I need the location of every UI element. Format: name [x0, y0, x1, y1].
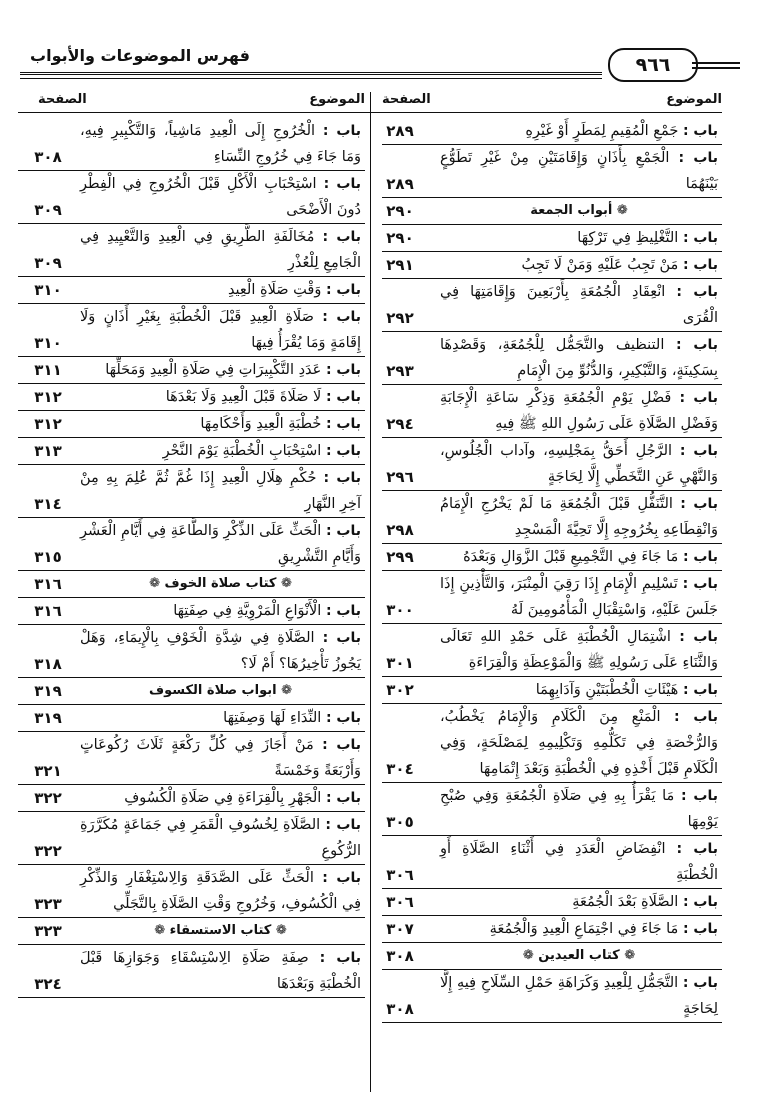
topic-header-left: الموضوع — [309, 92, 365, 107]
entry-text — [80, 465, 365, 517]
entry-text — [80, 357, 365, 383]
index-entry — [18, 812, 365, 865]
index-entry — [382, 704, 722, 783]
index-entry — [382, 385, 722, 438]
bab-prefix: باب : — [682, 682, 718, 698]
entry-topic: اسْتِحْبَابِ الْأَكْلِ قَبْلَ الْخُرُوجِ فِي الْفِطْرِ دُونَ الْأَضْحَى — [80, 176, 361, 218]
entry-text — [80, 438, 365, 464]
bab-prefix: باب : — [322, 123, 362, 139]
entry-page-number: ٣١٢ — [34, 388, 62, 406]
bab-prefix: باب : — [676, 841, 718, 857]
entry-topic: الْجَمْعِ بِأَذَانٍ وَإِقَامَتَيْنِ مِنْ غَيْرِ تَطَوُّعٍ بَيْنَهُمَا — [440, 150, 718, 192]
entry-topic: الْأَنْوَاعِ الْمَرْوِيَّةِ فِي صِفَتِهَا — [173, 603, 322, 619]
entry-text — [80, 865, 365, 917]
bab-prefix: باب : — [675, 337, 718, 353]
bab-prefix: باب : — [322, 630, 361, 646]
entry-topic: الرَّجُلِ أَحَقُّ بِمَجْلِسِهِ، وآداب الْجُلُوسِ، وَالنَّهْيِ عَنِ التَّخَطِّي إِلَّا لِحَاجَةٍ — [440, 443, 718, 485]
entry-page-number: ٣٢٢ — [34, 789, 62, 807]
entry-text — [80, 118, 365, 170]
entry-page-number: ٣١١ — [34, 361, 62, 379]
entry-text — [80, 812, 365, 864]
index-entry — [18, 705, 365, 732]
entry-text — [80, 224, 365, 276]
index-entry — [18, 357, 365, 384]
bab-prefix: باب : — [682, 894, 718, 910]
entry-page-number: ٣٠٦ — [386, 893, 414, 911]
bab-prefix: باب : — [325, 523, 362, 539]
entry-page-number: ٢٩٨ — [386, 521, 414, 539]
entry-page-number: ٣٠٥ — [386, 813, 414, 831]
entry-text — [440, 118, 722, 144]
entry-page-number: ٣٢٢ — [34, 842, 62, 860]
entry-text — [440, 438, 722, 490]
entry-topic: مَا يَقْرَأُ بِهِ فِي صَلَاةِ الْجُمُعَةِ وَفِي صُبْحِ يَوْمِهَا — [440, 788, 718, 830]
entry-text — [440, 544, 722, 570]
section-title: ❁ كتاب الاستسقاء ❁ — [154, 923, 287, 938]
entry-topic: اشْتِمَالِ الْخُطْبَةِ عَلَى حَمْدِ اللهِ تَعَالَى وَالثَّنَاءِ عَلَى رَسُولِهِ ﷺ وَالْمَوْعِظَةِ وَالْقِرَاءَةِ — [440, 629, 718, 671]
bab-prefix: باب : — [680, 496, 718, 512]
entry-text — [80, 411, 365, 437]
entry-text — [440, 385, 722, 437]
entry-page-number: ٢٩٤ — [386, 415, 414, 433]
entry-topic: الْحَثِّ عَلَى الذِّكْرِ وَالطَّاعَةِ فِي أَيَّامِ الْعَشْرِ وَأَيَّامِ التَّشْرِيقِ — [80, 523, 361, 565]
bab-prefix: باب : — [322, 309, 362, 325]
entry-page-number: ٣١٥ — [34, 548, 62, 566]
entry-topic: الْجَهْرِ بِالْقِرَاءَةِ فِي صَلَاةِ الْكُسُوفِ — [124, 790, 322, 806]
index-entry — [382, 836, 722, 889]
entry-text — [80, 705, 365, 731]
right-column-header — [382, 92, 722, 112]
page-header-right: الصفحة — [382, 92, 431, 107]
bab-prefix: باب : — [682, 257, 718, 273]
entry-page-number: ٣١٦ — [34, 602, 62, 620]
bab-prefix: باب : — [325, 817, 362, 833]
entry-page-number: ٣٠٩ — [34, 254, 62, 272]
index-entry — [382, 332, 722, 385]
entry-text — [440, 252, 722, 278]
entry-text — [440, 836, 722, 888]
index-entry — [18, 384, 365, 411]
entry-page-number: ٣٠٤ — [386, 760, 414, 778]
entry-topic: فَضْلِ يَوْمِ الْجُمُعَةِ وَذِكْرِ سَاعَةِ الْإِجَابَةِ وَفَضْلِ الصَّلَاةِ عَلَى رَسُولِ اللهِ ﷺ فِيهِ — [440, 390, 718, 432]
section-title: ❁ ابواب صلاة الكسوف — [149, 683, 292, 698]
entry-page-number: ٢٩٢ — [386, 309, 414, 327]
entry-text — [440, 916, 722, 942]
entry-topic: حُكْمِ هِلَالِ الْعِيدِ إِذَا غُمَّ ثُمَّ عُلِمَ بِهِ مِنْ آخِرِ النَّهَارِ — [80, 470, 361, 512]
entry-topic: مُخَالَفَةِ الطَّرِيقِ فِي الْعِيدِ وَالتَّعْيِيدِ فِي الْجَامِعِ لِلْعُذْرِ — [80, 229, 361, 271]
entry-topic: صَلَاةِ الْعِيدِ قَبْلَ الْخُطْبَةِ بِغَيْرِ أَذَانٍ وَلَا إِقَامَةٍ وَمَا يُقْرَأُ فِيهَا — [80, 309, 361, 351]
entry-topic: التَّجَمُّلِ لِلْعِيدِ وَكَرَاهَةِ حَمْلِ السِّلَاحِ فِيهِ إِلَّا لِحَاجَةٍ — [440, 975, 718, 1017]
entry-page-number: ٣٢١ — [34, 762, 62, 780]
index-entry — [382, 145, 722, 198]
bab-prefix: باب : — [678, 150, 719, 166]
entry-page-number: ٣٠٨ — [386, 1000, 414, 1018]
entry-page-number: ٢٩١ — [386, 256, 414, 274]
entry-topic: الْخُرُوجِ إِلَى الْعِيدِ مَاشِياً، وَالتَّكْبِيرِ فِيهِ، وَمَا جَاءَ فِي خُرُوجِ النِّسَاءِ — [80, 123, 361, 165]
entry-topic: خُطْبَةِ الْعِيدِ وَأَحْكَامِهَا — [200, 416, 322, 432]
index-entry — [382, 624, 722, 677]
bab-prefix: باب : — [679, 629, 718, 645]
entry-page-number: ٣٠١ — [386, 654, 414, 672]
entry-page-number: ٢٩٠ — [386, 202, 414, 220]
index-entry — [382, 889, 722, 916]
running-title: فهرس الموضوعات والأبواب — [30, 46, 250, 65]
section-heading — [382, 198, 722, 225]
entry-topic: مَنْ أَجَازَ فِي كُلِّ رَكْعَةٍ ثَلَاثَ رُكُوعَاتٍ وَأَرْبَعَةً وَخَمْسَةً — [80, 737, 361, 779]
bab-prefix: باب : — [682, 921, 718, 937]
index-entry — [382, 438, 722, 491]
bab-prefix: باب : — [682, 230, 718, 246]
index-entry — [18, 411, 365, 438]
bab-prefix: باب : — [325, 282, 361, 298]
bab-prefix: باب : — [325, 362, 361, 378]
index-entry — [382, 783, 722, 836]
index-entry — [382, 279, 722, 332]
bab-prefix: باب : — [325, 603, 361, 619]
entry-page-number: ٣٢٣ — [34, 895, 62, 913]
entry-text — [80, 304, 365, 356]
index-entry — [18, 785, 365, 812]
entry-text — [440, 332, 722, 384]
entry-page-number: ٣٢٣ — [34, 922, 62, 940]
left-column-header — [18, 92, 365, 112]
bab-prefix: باب : — [682, 549, 718, 565]
index-entry — [18, 465, 365, 518]
entry-page-number: ٢٨٩ — [386, 122, 414, 140]
entry-page-number: ٢٨٩ — [386, 175, 414, 193]
right-column — [382, 118, 722, 1023]
bab-prefix: باب : — [679, 390, 719, 406]
index-entry — [18, 518, 365, 571]
entry-page-number: ٣٠٨ — [386, 947, 414, 965]
entry-topic: انْفِضَاضِ الْعَدَدِ فِي أَثْنَاءِ الصَّلَاةِ أَوِ الْخُطْبَةِ — [440, 841, 718, 883]
entry-page-number: ٣١٩ — [34, 709, 62, 727]
index-entry — [18, 171, 365, 224]
section-title: ❁ أبواب الجمعة — [530, 203, 628, 218]
entry-text — [80, 277, 365, 303]
entry-text — [440, 783, 722, 835]
entry-topic: جَمْعِ الْمُقِيمِ لِمَطَرٍ أَوْ غَيْرِهِ — [525, 123, 679, 139]
bab-prefix: باب : — [674, 709, 719, 725]
bab-prefix: باب : — [682, 123, 718, 139]
entry-topic: هَيْئَاتِ الْخُطْبَتَيْنِ وَآدَابِهِمَا — [535, 682, 679, 698]
entry-text — [440, 145, 722, 197]
entry-text — [440, 677, 722, 703]
bab-prefix: باب : — [323, 470, 362, 486]
left-column — [18, 118, 365, 998]
entry-page-number: ٣١٠ — [34, 334, 62, 352]
entry-topic: الصَّلَاةِ لِخُسُوفِ الْقَمَرِ فِي جَمَاعَةٍ مُكَرَّرَةِ الرُّكُوعِ — [80, 817, 361, 859]
section-title: ❁ كتاب العيدين ❁ — [522, 948, 636, 963]
entry-topic: الصَّلَاةِ فِي شِدَّةِ الْخَوْفِ بِالْإِيمَاءِ، وَهَلْ يَجُوزُ تَأْخِيرُهَا؟ أَمْ لَا؟ — [80, 630, 361, 672]
entry-text — [440, 225, 722, 251]
entry-text — [80, 598, 365, 624]
page-header — [20, 42, 740, 82]
entry-page-number: ٣١٩ — [34, 682, 62, 700]
bab-prefix: باب : — [325, 443, 361, 459]
entry-topic: عَدَدِ التَّكْبِيرَاتِ فِي صَلَاةِ الْعِيدِ وَمَحَلِّهَا — [105, 362, 322, 378]
entry-page-number: ٢٩٣ — [386, 362, 414, 380]
index-entry — [18, 945, 365, 998]
bab-prefix: باب : — [679, 443, 718, 459]
bab-prefix: باب : — [325, 389, 361, 405]
entry-page-number: ٣٠٦ — [386, 866, 414, 884]
section-title: ❁ كتاب صلاة الخوف ❁ — [149, 576, 292, 591]
topic-header-right: الموضوع — [666, 92, 722, 107]
entry-topic: لَا صَلَاةَ قَبْلَ الْعِيدِ وَلَا بَعْدَهَا — [165, 389, 322, 405]
section-heading — [18, 571, 365, 598]
index-entry — [382, 970, 722, 1023]
entry-text — [80, 785, 365, 811]
bab-prefix: باب : — [322, 229, 362, 245]
bab-prefix: باب : — [676, 284, 718, 300]
bab-prefix: باب : — [325, 416, 361, 432]
entry-topic: اسْتِحْبَابِ الْخُطْبَةِ يَوْمَ النَّحْرِ — [162, 443, 322, 459]
entry-text — [80, 384, 365, 410]
entry-text — [440, 624, 722, 676]
index-entry — [382, 571, 722, 624]
entry-topic: مَنْ تَجِبُ عَلَيْهِ وَمَنْ لَا تَجِبُ — [521, 257, 679, 273]
entry-text — [440, 491, 722, 543]
entry-page-number: ٣١٠ — [34, 281, 62, 299]
index-entry — [18, 118, 365, 171]
entry-page-number: ٣٠٨ — [34, 148, 62, 166]
entry-topic: التَّغْلِيظِ فِي تَرْكِهَا — [577, 230, 679, 246]
entry-text — [440, 889, 722, 915]
index-entry — [382, 252, 722, 279]
section-heading — [18, 678, 365, 705]
entry-page-number: ٢٩٩ — [386, 548, 414, 566]
entry-topic: صِفَةِ صَلَاةِ الِاسْتِسْقَاءِ وَجَوَازِهَا قَبْلَ الْخُطْبَةِ وَبَعْدَهَا — [80, 950, 361, 992]
header-rule-left — [20, 72, 602, 79]
entry-page-number: ٣١٢ — [34, 415, 62, 433]
index-entry — [18, 625, 365, 678]
entry-page-number: ٣١٦ — [34, 575, 62, 593]
entry-topic: الصَّلَاةِ بَعْدَ الْجُمُعَةِ — [572, 894, 679, 910]
entry-text — [80, 732, 365, 784]
entry-topic: مَا جَاءَ فِي التَّجْمِيعِ قَبْلَ الزَّوَالِ وَبَعْدَهُ — [463, 549, 679, 565]
entry-topic: الْمَنْعِ مِنَ الْكَلَامِ وَالْإِمَامُ يَخْطُبُ، وَالرُّخْصَةِ فِي تَكَلُّمِهِ وَتَكْلِيمِهِ لِمَصْلَحَةٍ، وَفِي الْكَلَامِ قَبْلَ أَخْذِهِ فِي الْخُطْبَةِ وَبَعْدَ إِتْمَامِهَا — [440, 709, 718, 777]
bab-prefix: باب : — [325, 790, 361, 806]
bab-prefix: باب : — [325, 710, 361, 726]
entry-page-number: ٣١٤ — [34, 495, 62, 513]
entry-page-number: ٣١٣ — [34, 442, 62, 460]
bab-prefix: باب : — [682, 576, 719, 592]
column-divider — [370, 92, 371, 1092]
header-rule-right — [692, 62, 740, 72]
bab-prefix: باب : — [322, 737, 361, 753]
entry-topic: الْحَثِّ عَلَى الصَّدَقَةِ وَالِاسْتِغْفَارِ وَالذِّكْرِ فِي الْكُسُوفِ، وَخُرُوجِ وَقْتِ الصَّلَاةِ بِالتَّجَلِّي — [80, 870, 361, 912]
index-entry — [382, 225, 722, 252]
entry-page-number: ٢٩٠ — [386, 229, 414, 247]
entry-topic: مَا جَاءَ فِي اجْتِمَاعِ الْعِيدِ وَالْجُمُعَةِ — [489, 921, 679, 937]
index-entry — [382, 544, 722, 571]
entry-page-number: ٣٠٩ — [34, 201, 62, 219]
bab-prefix: باب : — [319, 950, 361, 966]
entry-topic: تَسْلِيمِ الْإِمَامِ إِذَا رَقِيَ الْمِنْبَرَ، وَالتَّأْذِينِ إِذَا جَلَسَ عَلَيْهِ، وَاسْتِقْبَالِ الْمَأْمُومِينَ لَهُ — [440, 576, 718, 618]
index-entry — [18, 224, 365, 277]
section-heading — [382, 943, 722, 970]
entry-text — [80, 171, 365, 223]
index-entry — [382, 677, 722, 704]
page-number-badge: ٩٦٦ — [608, 48, 698, 82]
bab-prefix: باب : — [323, 176, 361, 192]
index-entry — [18, 304, 365, 357]
entry-text — [440, 970, 722, 1022]
page-header-left: الصفحة — [38, 92, 87, 107]
entry-topic: التَّنَفُّلِ قَبْلَ الْجُمُعَةِ مَا لَمْ يَخْرُجِ الْإِمَامُ وَانْقِطَاعِهِ بِخُرُوجِهِ إِلَّا تَحِيَّةَ الْمَسْجِدِ — [440, 496, 718, 538]
index-entry — [382, 916, 722, 943]
index-entry — [382, 118, 722, 145]
entry-text — [80, 625, 365, 677]
entry-text — [440, 571, 722, 623]
index-entry — [18, 277, 365, 304]
entry-text — [80, 518, 365, 570]
entry-text — [440, 704, 722, 782]
entry-text — [440, 279, 722, 331]
entry-page-number: ٣٠٢ — [386, 681, 414, 699]
index-entry — [18, 732, 365, 785]
index-entry — [18, 598, 365, 625]
index-entry — [18, 865, 365, 918]
bab-prefix: باب : — [322, 870, 361, 886]
entry-topic: النِّدَاءِ لَهَا وَصِفَتِهَا — [223, 710, 322, 726]
entry-page-number: ٣٠٠ — [386, 601, 414, 619]
index-entry — [382, 491, 722, 544]
entry-topic: وَقْتِ صَلَاةِ الْعِيدِ — [227, 282, 322, 298]
bab-prefix: باب : — [682, 975, 719, 991]
entry-page-number: ٣٢٤ — [34, 975, 62, 993]
entry-topic: انْعِقَادِ الْجُمُعَةِ بِأَرْبَعِينَ وَإِقَامَتِهَا فِي الْقُرَى — [440, 284, 718, 326]
entry-page-number: ٣٠٧ — [386, 920, 414, 938]
entry-page-number: ٣١٨ — [34, 655, 62, 673]
bab-prefix: باب : — [680, 788, 718, 804]
entry-topic: التنظيف والتَّجَمُّل لِلْجُمُعَةِ، وَقَصْدِهَا بِسَكِينَةٍ، وَالتَّبْكِيرِ، وَالدُّنُوِّ مِنَ الْإِمَامِ — [440, 337, 718, 379]
entry-text — [80, 945, 365, 997]
entry-page-number: ٢٩٦ — [386, 468, 414, 486]
index-entry — [18, 438, 365, 465]
section-heading — [18, 918, 365, 945]
